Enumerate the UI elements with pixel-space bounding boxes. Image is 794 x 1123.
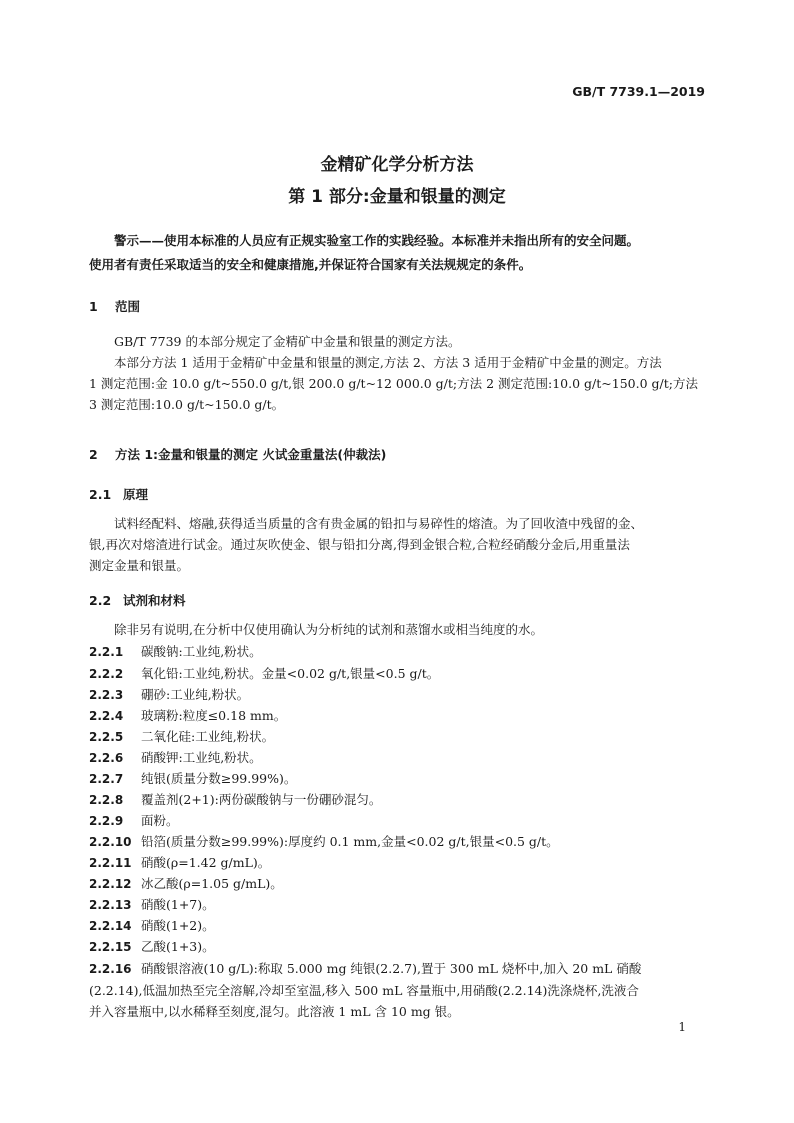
section-heading-2-2 (89, 591, 186, 609)
paragraph-line: 银,再次对熔渣进行试金。通过灰吹使金、银与铅扣分离,得到金银合粒,合粒经硝酸分金后,用重量法 (89, 537, 630, 552)
reagents-intro (89, 619, 707, 640)
page-number: 1 (678, 1020, 686, 1034)
warning-notice (89, 229, 707, 277)
paragraph-line: GB/T 7739 的本部分规定了金精矿中金量和银量的测定方法。 (114, 334, 461, 349)
section-number: 2.1 (89, 487, 112, 502)
scope-paragraph (89, 331, 707, 415)
section-number: 1 (89, 299, 98, 314)
document-title: 金精矿化学分析方法 (320, 155, 474, 175)
list-item: 2.2.10 铅箔(质量分数≥99.99%):厚度约 0.1 mm,金量<0.02 g/t,银量<0.5 g/t。 (89, 834, 559, 849)
list-item: 2.2.11 硝酸(ρ=1.42 g/mL)。 (89, 855, 271, 870)
list-item: 2.2.3 硼砂:工业纯,粉状。 (89, 687, 250, 702)
list-item: 2.2.13 硝酸(1+7)。 (89, 897, 215, 912)
paragraph-line: 测定金量和银量。 (89, 558, 190, 573)
section-heading-2 (89, 445, 386, 463)
list-item: 2.2.14 硝酸(1+2)。 (89, 918, 215, 933)
list-item: 2.2.6 硝酸钾:工业纯,粉状。 (89, 750, 262, 765)
paragraph-line: (2.2.14),低温加热至完全溶解,冷却至室温,移入 500 mL 容量瓶中,用硝酸(2.2.14)洗涤烧杯,洗液合 (89, 983, 639, 998)
list-item: 2.2.12 冰乙酸(ρ=1.05 g/mL)。 (89, 876, 283, 891)
paragraph-line: 并入容量瓶中,以水稀释至刻度,混匀。此溶液 1 mL 含 10 mg 银。 (89, 1004, 460, 1019)
warning-line: 使用者有责任采取适当的安全和健康措施,并保证符合国家有关法规规定的条件。 (89, 257, 532, 272)
paragraph-line: 试料经配料、熔融,获得适当质量的含有贵金属的铅扣与易碎性的熔渣。为了回收渣中残留的金、 (114, 516, 643, 531)
principle-paragraph (89, 513, 707, 576)
list-item: 2.2.5 二氧化硅:工业纯,粉状。 (89, 729, 275, 744)
list-item-multiline (89, 958, 707, 1022)
list-item: 2.2.2 氧化铅:工业纯,粉状。金量<0.02 g/t,银量<0.5 g/t。 (89, 666, 440, 681)
section-heading-2-1 (89, 485, 148, 503)
paragraph-line: 本部分方法 1 适用于金精矿中金量和银量的测定,方法 2、方法 3 适用于金精矿中金量的测定。方法 (114, 355, 662, 370)
list-item: 2.2.15 乙酸(1+3)。 (89, 939, 215, 954)
list-item: 2.2.9 面粉。 (89, 813, 179, 828)
section-number: 2.2 (89, 593, 112, 608)
section-title: 试剂和材料 (123, 593, 186, 608)
list-item: 2.2.7 纯银(质量分数≥99.99%)。 (89, 771, 297, 786)
section-number: 2 (89, 447, 98, 462)
list-item: 2.2.4 玻璃粉:粒度≤0.18 mm。 (89, 708, 287, 723)
section-heading-1 (89, 297, 140, 315)
paragraph-line: 2.2.16 硝酸银溶液(10 g/L):称取 5.000 mg 纯银(2.2.7),置于 300 mL 烧杯中,加入 20 mL 硝酸 (89, 958, 707, 980)
list-item: 2.2.1 碳酸钠:工业纯,粉状。 (89, 644, 262, 659)
standard-number: GB/T 7739.1—2019 (572, 84, 705, 99)
document-subtitle: 第 1 部分:金量和银量的测定 (288, 187, 506, 207)
item-number: 2.2.16 (89, 962, 132, 976)
section-title: 范围 (115, 299, 141, 314)
section-title: 原理 (123, 487, 149, 502)
paragraph-line: 3 测定范围:10.0 g/t~150.0 g/t。 (89, 397, 285, 412)
list-item: 2.2.8 覆盖剂(2+1):两份碳酸钠与一份硼砂混匀。 (89, 792, 382, 807)
warning-line: 警示——使用本标准的人员应有正规实验室工作的实践经验。本标准并未指出所有的安全问题。 (114, 233, 640, 248)
paragraph-line: 除非另有说明,在分析中仅使用确认为分析纯的试剂和蒸馏水或相当纯度的水。 (114, 622, 543, 637)
paragraph-line: 1 测定范围:金 10.0 g/t~550.0 g/t,银 200.0 g/t~12 000.0 g/t;方法 2 测定范围:10.0 g/t~150.0 g/t;方法 (89, 376, 698, 391)
section-title: 方法 1:金量和银量的测定 火试金重量法(仲裁法) (115, 447, 387, 462)
